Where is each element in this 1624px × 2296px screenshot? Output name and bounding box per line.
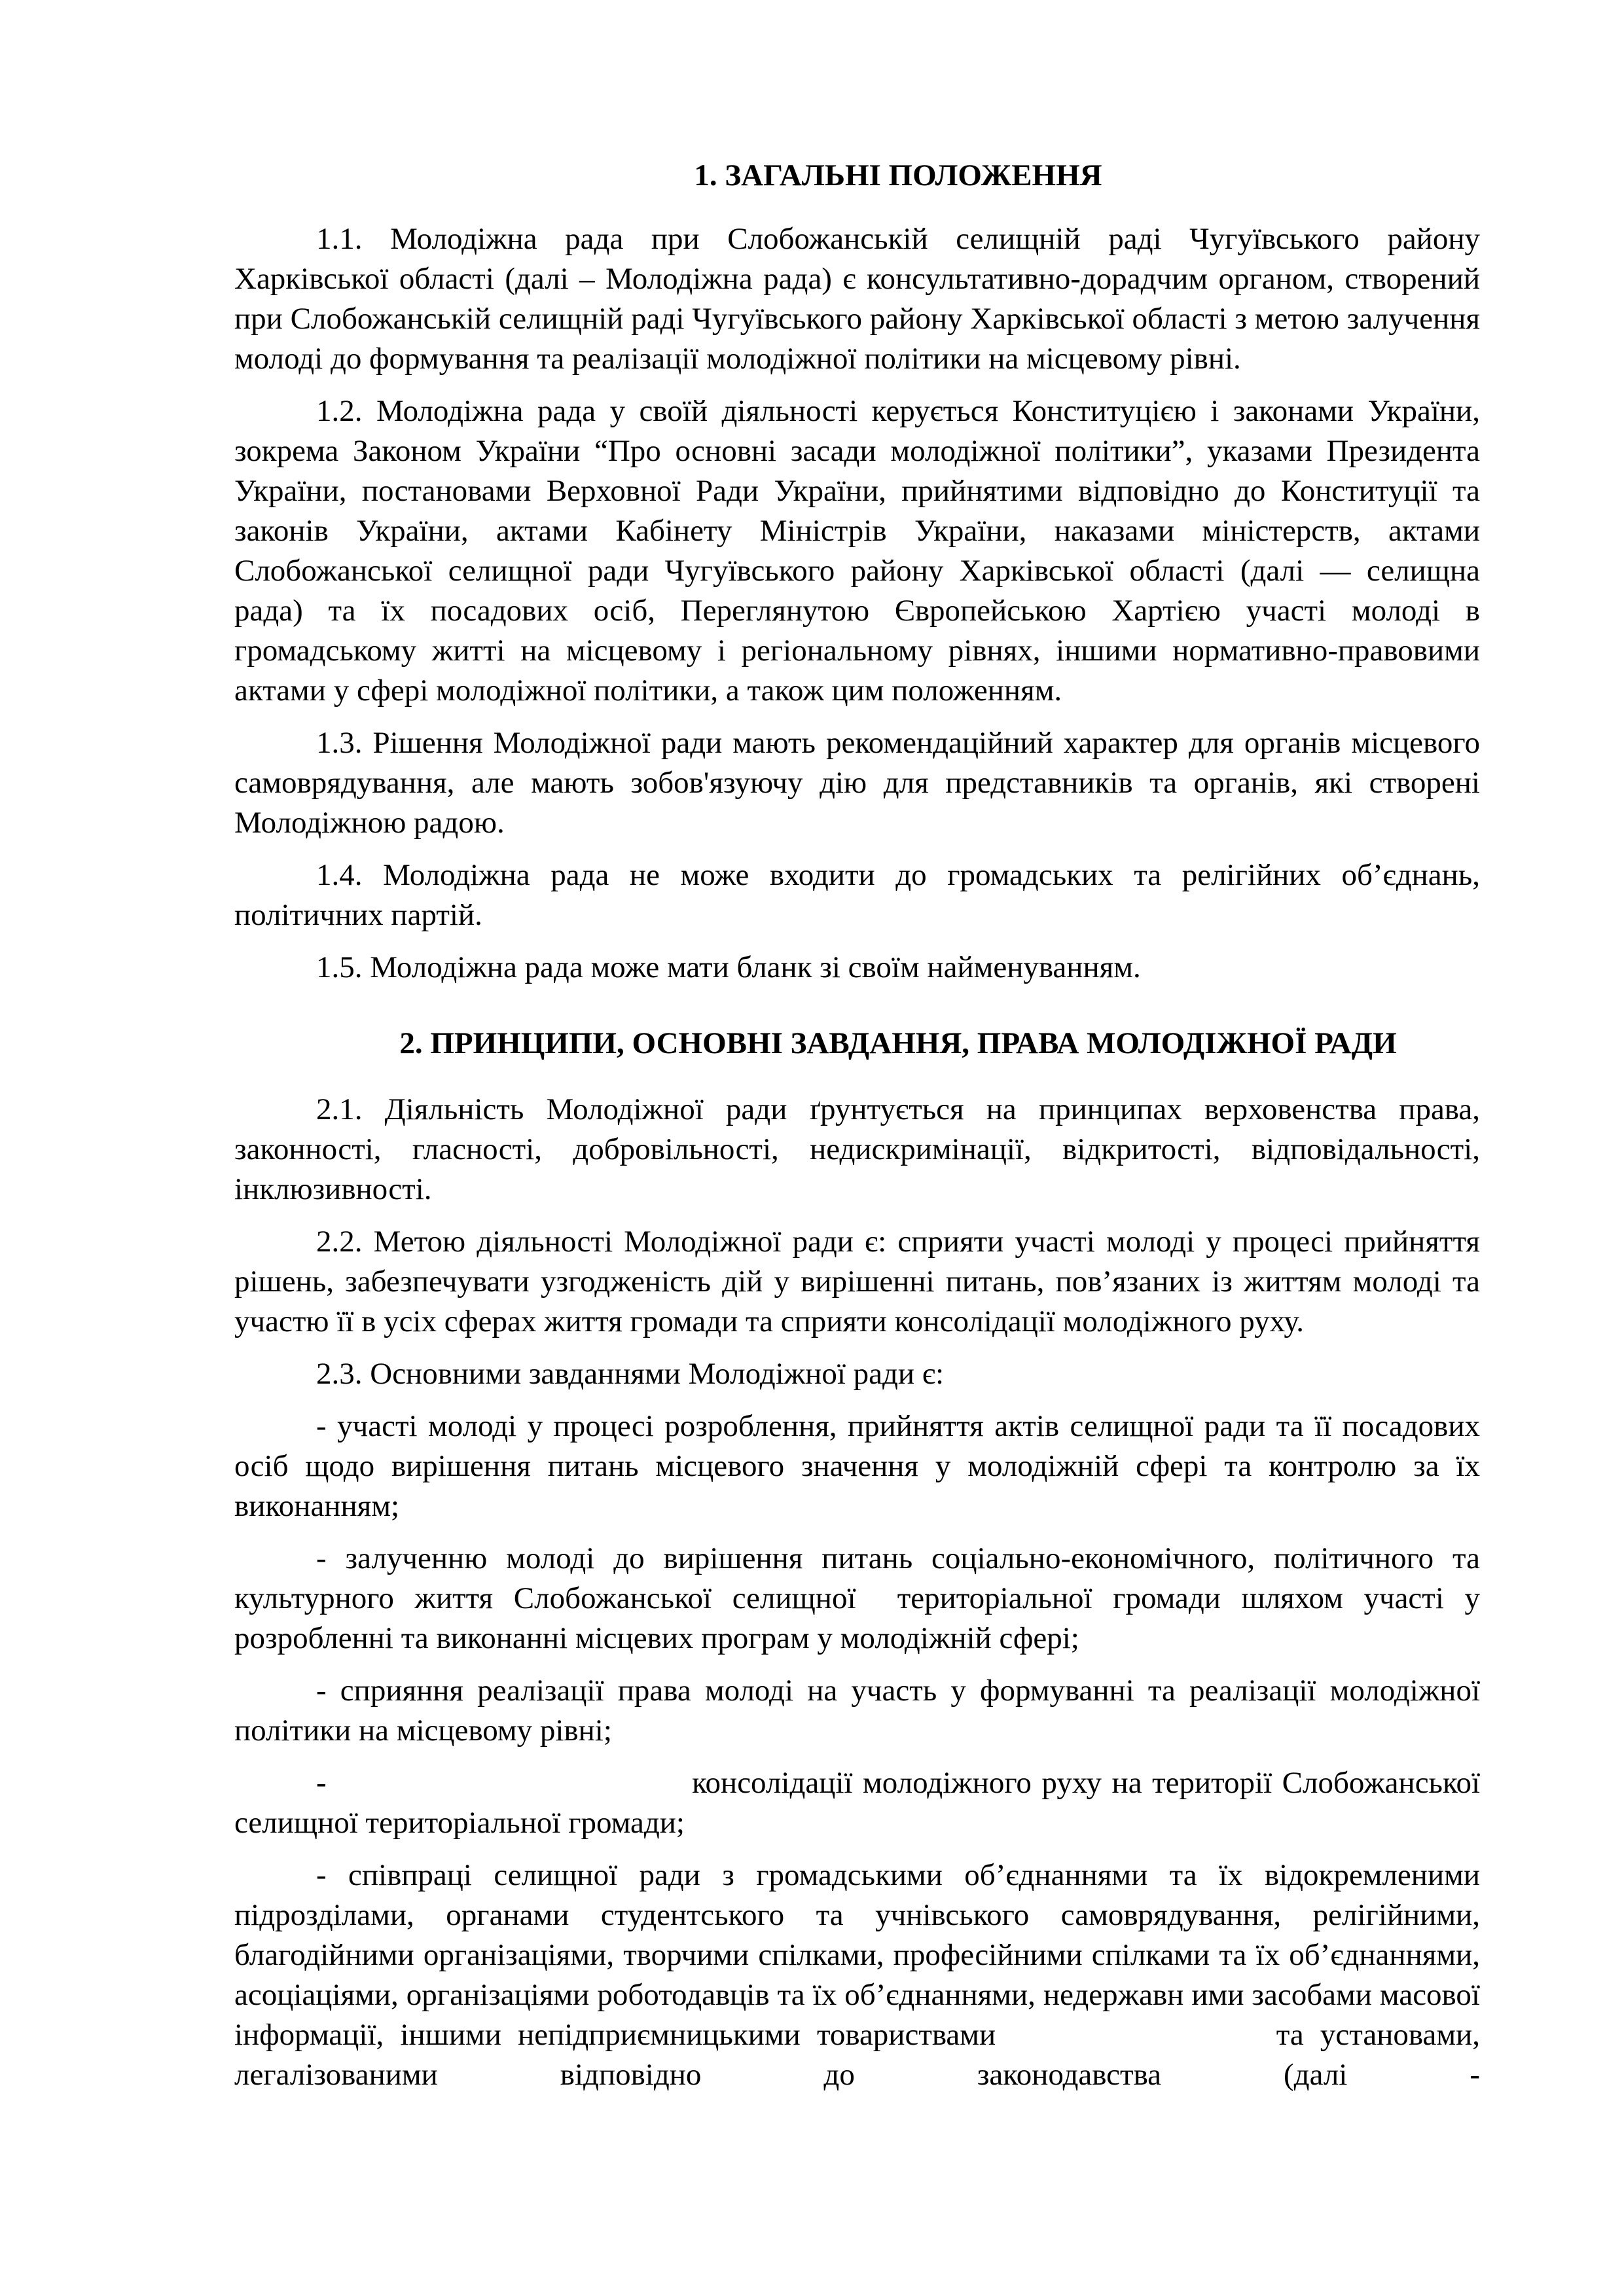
paragraph: 1.3. Рішення Молодіжної ради мають рекомендаційний характер для органів місцевого самоврядування, але мають зобов'язуючу дію для представників та органів, які створені Молодіжною радою. <box>234 726 1480 840</box>
page-content <box>234 156 1480 2095</box>
paragraph: - консолідації молодіжного руху на території Слобожанської селищної територіальної громади; <box>234 1766 1480 1840</box>
paragraph: 1.1. Молодіжна рада при Слобожанській селищній раді Чугуївського району Харківської області (далі – Молодіжна рада) є консультативно-дорадчим органом, створений при Слобожанській селищній раді Чугуївського району Харківської області з метою залучення молоді до формування та реалізації молодіжної політики на місцевому рівні. <box>234 222 1480 376</box>
paragraph: - залученню молоді до вирішення питань соціально-економічного, політичного та культурного життя Слобожанської селищної територіальної громади шляхом участі у розробленні та виконанні місцевих програм у молодіжній сфері; <box>234 1541 1480 1655</box>
paragraph: 2.2. Метою діяльності Молодіжної ради є: сприяти участі молоді у процесі прийняття рішень, забезпечувати узгодженість дій у вирішенні питань, пов’язаних із життям молоді та участю її в усіх сферах життя громади та сприяти консолідації молодіжного руху. <box>234 1225 1480 1338</box>
paragraph: 1.2. Молодіжна рада у своїй діяльності керується Конституцією і законами України, зокрема Законом України “Про основні засади молодіжної політики”, указами Президента України, постановами Верховної Ради України, прийнятими відповідно до Конституції та законів України, актами Кабінету Міністрів України, наказами міністерств, актами Слобожанської селищної ради Чугуївського району Харківської області (далі — селищна рада) та їх посадових осіб, Переглянутою Європейською Хартією участі молоді в громадському житті на місцевому і регіональному рівнях, іншими нормативно-правовими актами у сфері молодіжної політики, а також цим положенням. <box>234 394 1480 708</box>
paragraph: - участі молоді у процесі розроблення, прийняття актів селищної ради та її посадових осіб щодо вирішення питань місцевого значення у молодіжній сфері та контролю за їх виконанням; <box>234 1409 1480 1523</box>
section-heading: 1. ЗАГАЛЬНІ ПОЛОЖЕННЯ <box>694 158 1102 192</box>
paragraph: - сприяння реалізації права молоді на участь у формуванні та реалізації молодіжної політики на місцевому рівні; <box>234 1674 1480 1748</box>
paragraph: 1.5. Молодіжна рада може мати бланк зі своїм найменуванням. <box>316 950 1141 984</box>
paragraph: 2.1. Діяльність Молодіжної ради ґрунтується на принципах верховенства права, законності, гласності, добровільності, недискримінації, відкритості, відповідальності, інклюзивності. <box>234 1092 1480 1206</box>
paragraph: 2.3. Основними завданнями Молодіжної ради є: <box>316 1357 945 1391</box>
section-heading: 2. ПРИНЦИПИ, ОСНОВНІ ЗАВДАННЯ, ПРАВА МОЛОДІЖНОЇ РАДИ <box>399 1026 1397 1060</box>
paragraph: - співпраці селищної ради з громадськими об’єднаннями та їх відокремленими підрозділами, органами студентського та учнівського самоврядування, релігійними, благодійними організаціями, творчими спілками, професійними спілками та їх об’єднаннями, асоціаціями, організаціями роботодавців та їх об’єднаннями, недержавн ими засобами масової інформації, іншими непідприємницькими товариствами та установами, легалізованими відповідно до законодавства (далі - <box>234 1858 1480 2092</box>
paragraph: 1.4. Молодіжна рада не може входити до громадських та релігійних об’єднань, політичних партій. <box>234 858 1480 932</box>
